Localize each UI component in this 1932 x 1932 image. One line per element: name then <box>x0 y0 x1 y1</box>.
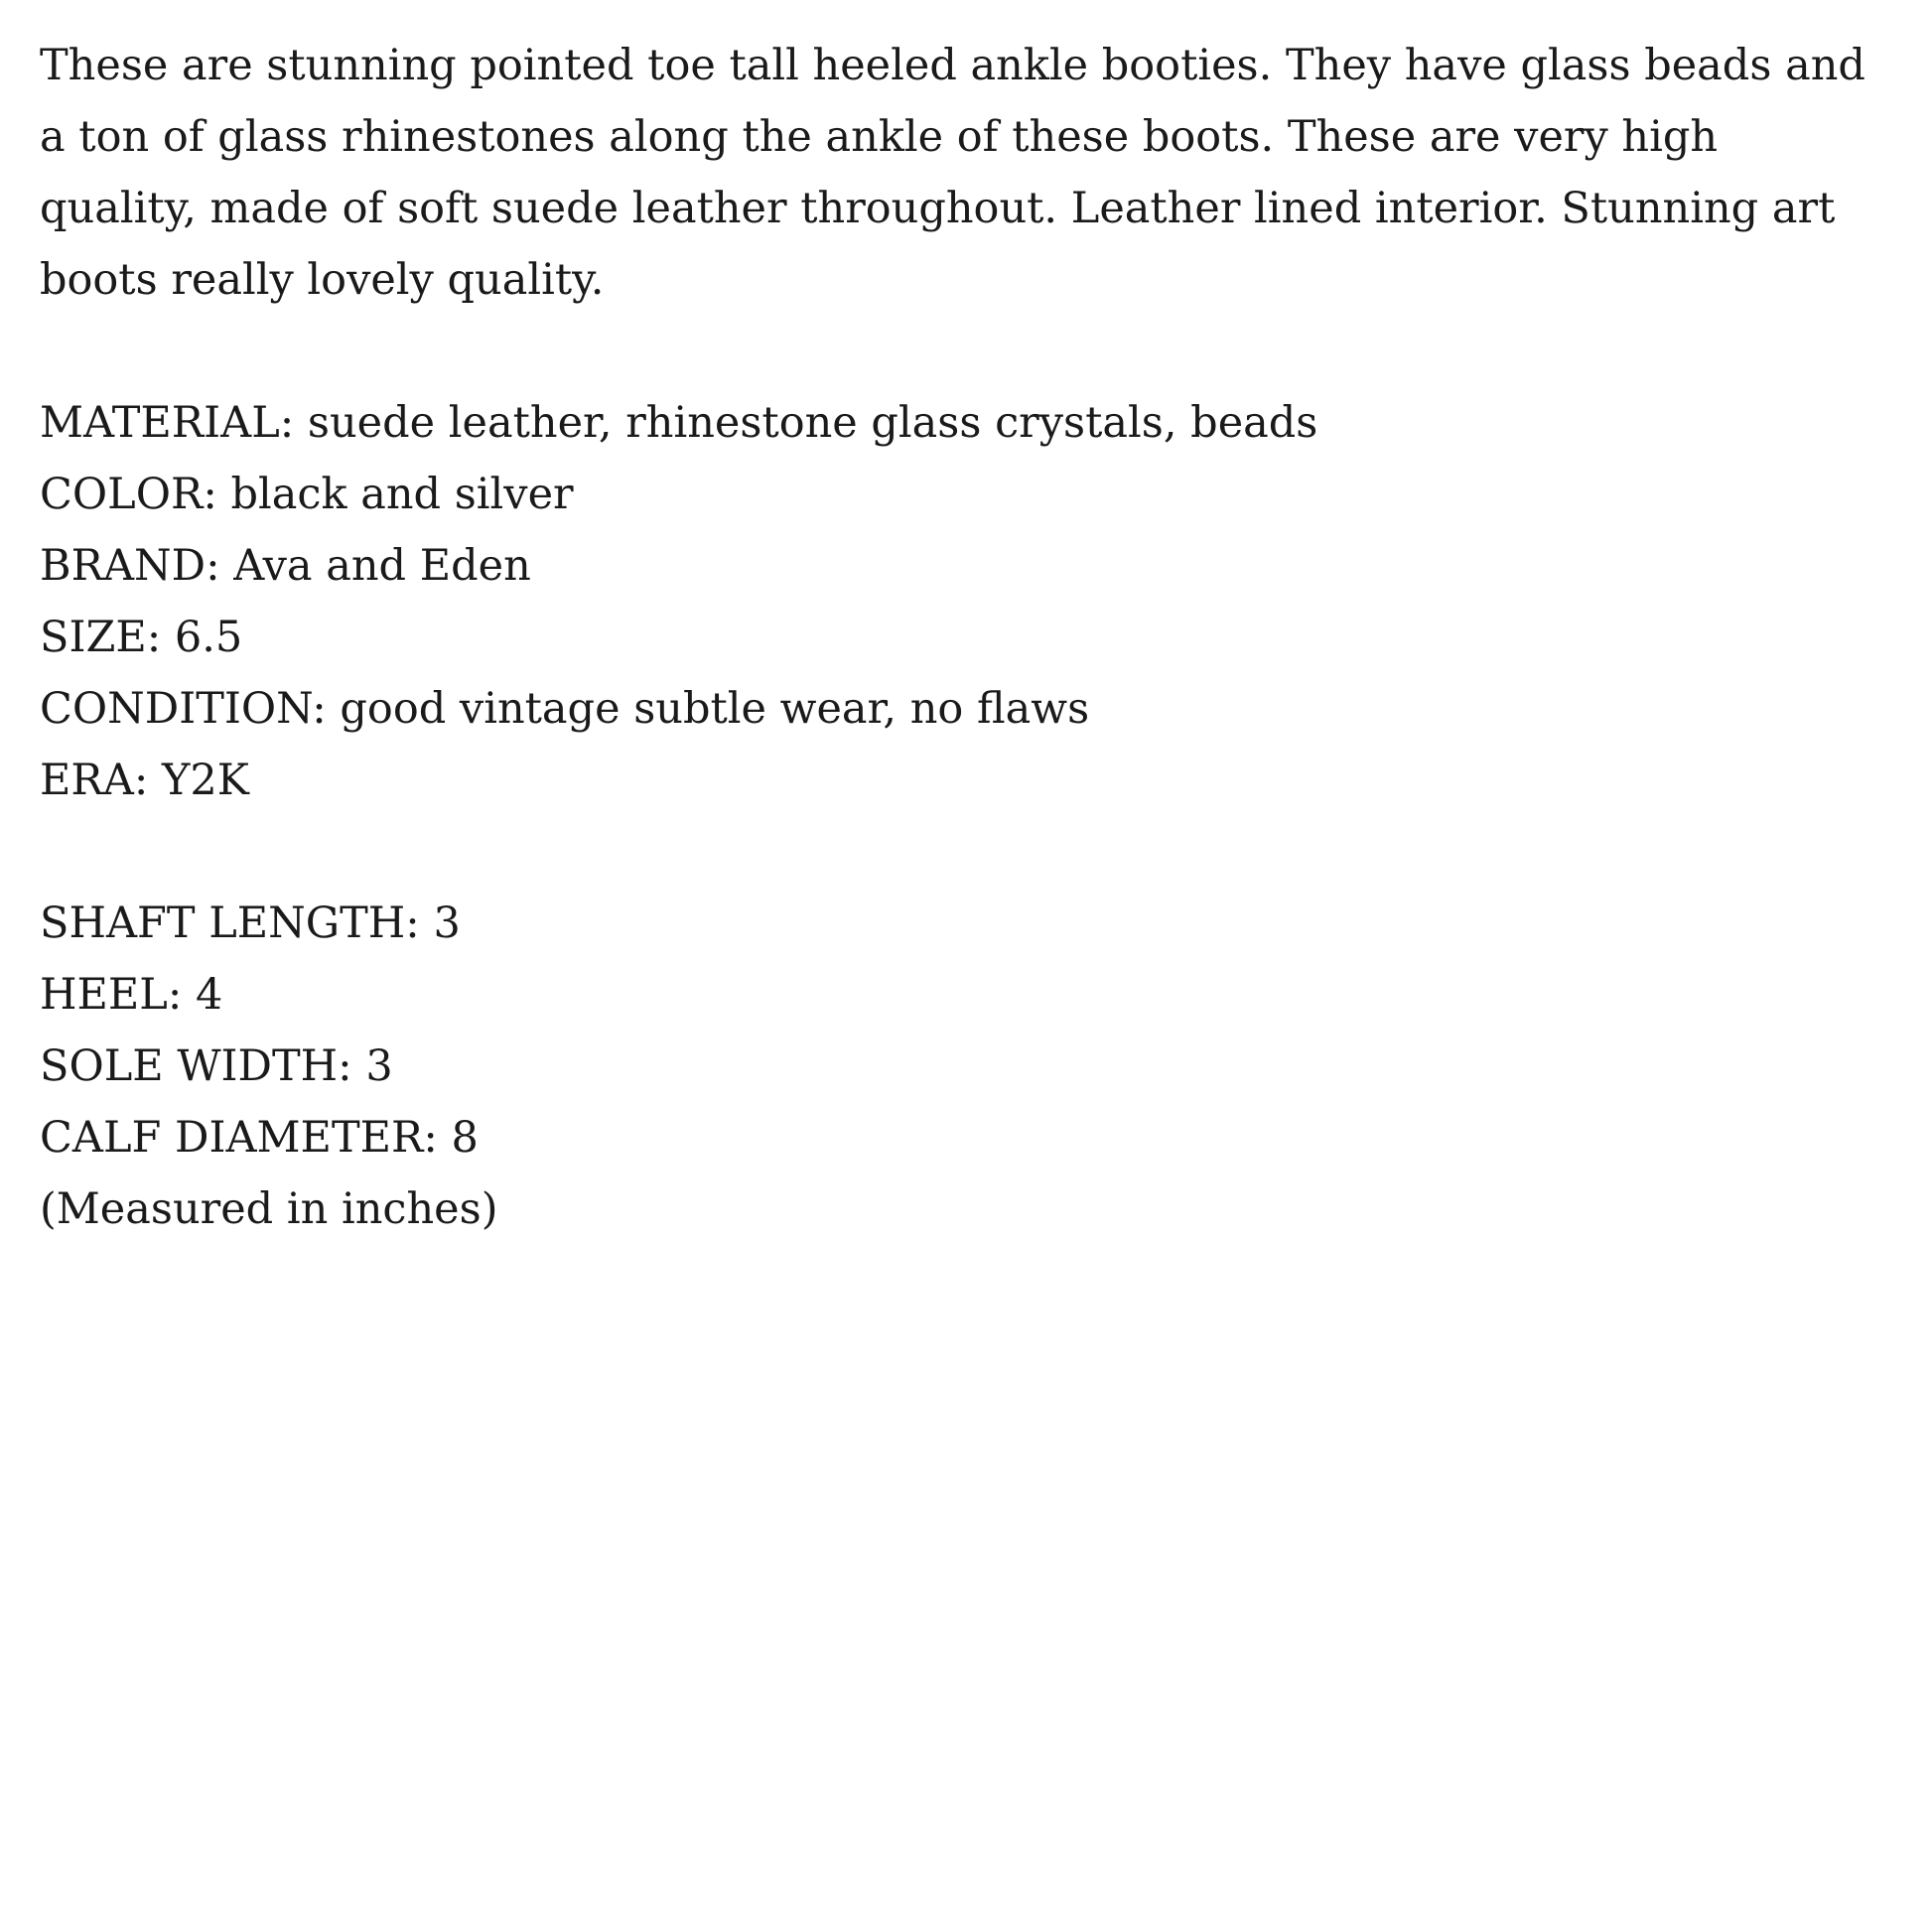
measurement-sole-width: SOLE WIDTH: 3 <box>40 1041 393 1091</box>
description-line: boots really lovely quality. <box>40 255 605 305</box>
detail-era: ERA: Y2K <box>40 756 249 805</box>
detail-material: MATERIAL: suede leather, rhinestone glass crystals, beads <box>40 398 1318 448</box>
detail-size: SIZE: 6.5 <box>40 613 243 662</box>
detail-color: COLOR: black and silver <box>40 470 574 519</box>
measurement-heel: HEEL: 4 <box>40 970 223 1020</box>
measurement-shaft-length: SHAFT LENGTH: 3 <box>40 898 461 948</box>
measurement-units-note: (Measured in inches) <box>40 1184 498 1234</box>
description-paragraph <box>40 30 1906 316</box>
measurements-list <box>40 888 1906 1245</box>
details-list <box>40 387 1906 816</box>
description-line: These are stunning pointed toe tall heeled ankle booties. They have glass beads and <box>40 41 1865 90</box>
product-description <box>40 30 1906 1245</box>
measurement-calf-diameter: CALF DIAMETER: 8 <box>40 1113 479 1163</box>
description-line: a ton of glass rhinestones along the ankle of these boots. These are very high <box>40 112 1719 162</box>
description-line: quality, made of soft suede leather throughout. Leather lined interior. Stunning art <box>40 184 1836 233</box>
detail-brand: BRAND: Ava and Eden <box>40 541 531 591</box>
detail-condition: CONDITION: good vintage subtle wear, no flaws <box>40 684 1090 734</box>
